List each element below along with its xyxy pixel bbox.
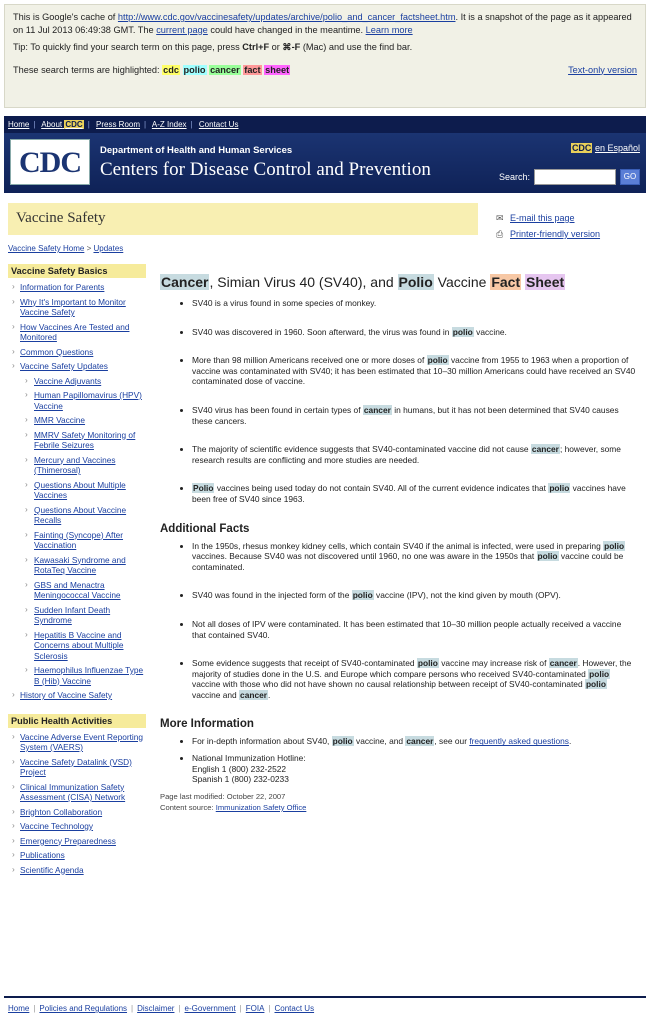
footer-link[interactable]: e-Government [184, 1004, 236, 1013]
sidebar-item[interactable] [8, 414, 146, 429]
text-only-link[interactable]: Text-only version [568, 64, 637, 75]
footer-link[interactable]: Disclaimer [137, 1004, 175, 1013]
list-item: • More than 98 million Americans received one or more doses of polio vaccine from 1955 to 1963 when a proportion of vaccine was contaminated with SV40; it has been estimated that 10–30 million Americans could have received an SV40 contaminated dose of vaccine. [192, 355, 636, 387]
sidebar-item[interactable] [8, 864, 146, 879]
sidebar-item[interactable] [8, 820, 146, 835]
sidebar-item[interactable] [8, 375, 146, 390]
printer-icon: ⎙ [496, 229, 504, 239]
list-item: • In the 1950s, rhesus monkey kidney cells, which contain SV40 if the animal is infected, were used in preparing polio vaccines. Because SV40 was not discovered until 1960, no one was aware in the 1950s that polio vaccine could be contaminated. [192, 541, 636, 573]
breadcrumb-current[interactable]: Updates [93, 244, 124, 253]
sidebar-item-link[interactable]: Information for Parents [20, 282, 105, 292]
current-page-link[interactable]: current page [156, 24, 208, 35]
sidebar-item-link[interactable]: Clinical Immunization Safety Assessment (CISA) Network [20, 781, 126, 802]
term-cdc: cdc [163, 64, 179, 75]
tip-key-cmd-f: ⌘-F [282, 42, 301, 52]
list-item: • SV40 was found in the injected form of the polio vaccine (IPV), not the kind given by mouth (OPV). [192, 590, 636, 601]
sidebar-item[interactable] [8, 781, 146, 806]
sidebar [8, 264, 146, 882]
additional-facts-list [160, 541, 636, 701]
section-title-band [8, 203, 478, 235]
title-sheet: Sheet [526, 274, 565, 290]
tip-or: or [271, 42, 280, 52]
sidebar-item-link[interactable]: Vaccine Technology [20, 821, 94, 831]
list-item: • Polio vaccines being used today do not contain SV40. All of the current evidence indicates that polio vaccines have been free of SV40 since 1963. [192, 483, 636, 504]
sidebar-item-link[interactable]: Questions About Vaccine Recalls [34, 504, 127, 525]
list-item: • Not all doses of IPV were contaminated. It has been estimated that 10–30 million people actually received a vaccine that contained SV40. [192, 619, 636, 640]
footer-link[interactable]: Policies and Regulations [39, 1004, 128, 1013]
sidebar-basics-title: Vaccine Safety Basics [8, 264, 146, 278]
footer-link[interactable]: Home [8, 1004, 30, 1013]
sidebar-item[interactable] [8, 389, 146, 414]
nav-az-index[interactable]: A-Z Index [151, 120, 187, 129]
sidebar-item-link[interactable]: Brighton Collaboration [20, 806, 103, 817]
page-title: Vaccine Safety [16, 210, 106, 226]
content-source-label: Content source: [160, 802, 214, 812]
site-header [4, 133, 646, 193]
sidebar-item[interactable] [8, 849, 146, 864]
search-input[interactable] [534, 169, 616, 185]
cdc-logo[interactable]: CDC [10, 139, 90, 185]
top-nav: Home | About CDC | Press Room | A-Z Index | Contact Us [4, 116, 646, 133]
more-information-heading: More Information [160, 718, 254, 731]
term-fact: fact [244, 64, 261, 75]
search-go-button[interactable]: GO [620, 169, 640, 185]
print-page-link[interactable]: Printer-friendly version [510, 229, 601, 239]
search-row [499, 169, 640, 185]
department-name: Department of Health and Human Services [100, 145, 293, 156]
nav-press-room[interactable]: Press Room [96, 120, 141, 129]
page-tools [496, 210, 600, 242]
sidebar-item-link[interactable]: GBS and Menactra Meningococcal Vaccine [34, 579, 121, 600]
breadcrumb [8, 244, 123, 253]
sidebar-item-link[interactable]: Mercury and Vaccines (Thimerosal) [34, 454, 116, 475]
sidebar-item[interactable] [8, 454, 146, 479]
email-icon: ✉ [496, 213, 504, 223]
list-item: • The majority of scientific evidence suggests that SV40-contaminated vaccine did not cause cancer; however, some research results are conflicting and more studies are needed. [192, 444, 636, 465]
sidebar-item-link[interactable]: Scientific Agenda [20, 864, 84, 875]
sidebar-item-link[interactable]: Vaccine Adjuvants [34, 375, 102, 386]
sidebar-item[interactable] [8, 504, 146, 529]
site-footer: Home | Policies and Regulations | Disclaimer | e-Government | FOIA | Contact Us [4, 996, 646, 1020]
highlighted-terms-row [13, 64, 637, 77]
nav-about[interactable] [41, 120, 83, 129]
sidebar-item[interactable] [8, 281, 146, 296]
tip-key-ctrl-f: Ctrl+F [242, 42, 270, 52]
learn-more-link[interactable]: Learn more [365, 24, 413, 35]
sidebar-item-link[interactable]: Hepatitis B Vaccine and Concerns about Multiple Sclerosis [34, 629, 124, 661]
nav-contact[interactable]: Contact Us [198, 120, 239, 129]
sidebar-public-title: Public Health Activities [8, 714, 146, 728]
additional-facts-heading: Additional Facts [160, 522, 250, 535]
sidebar-item[interactable] [8, 346, 146, 361]
sidebar-item-link[interactable]: Emergency Preparedness [20, 835, 116, 846]
nav-home[interactable]: Home [8, 120, 30, 129]
last-modified: Page last modified: October 22, 2007 [160, 791, 286, 801]
sidebar-item[interactable] [8, 756, 146, 781]
sidebar-item-link[interactable]: Vaccine Safety Updates [20, 361, 108, 371]
list-item: • National Immunization Hotline: English 1 (800) 232-2522 Spanish 1 (800) 232-0233 [192, 753, 636, 785]
sidebar-item[interactable] [8, 731, 146, 756]
sidebar-item-link[interactable]: Vaccine Safety Datalink (VSD) Project [20, 756, 132, 777]
sidebar-item[interactable] [8, 629, 146, 665]
title-vaccine: Vaccine [437, 274, 487, 290]
sidebar-item-link[interactable]: Haemophilus Influenzae Type B (Hib) Vaccine [34, 665, 144, 686]
sidebar-item-link[interactable]: Why It's Important to Monitor Vaccine Safety [20, 296, 126, 317]
sidebar-item[interactable] [8, 554, 146, 579]
agency-name: Centers for Disease Control and Prevention [100, 159, 431, 180]
sidebar-item-link[interactable]: MMRV Safety Monitoring of Febrile Seizures [34, 429, 136, 450]
main-content [160, 274, 636, 813]
list-item: • SV40 virus has been found in certain types of cancer in humans, but it has not been determined that SV40 causes these cancers. [192, 405, 636, 426]
cached-url-link[interactable]: http://www.cdc.gov/vaccinesafety/updates/archive/polio_and_cancer_factsheet.htm [117, 12, 456, 22]
nav-about-badge: CDC [65, 120, 83, 129]
find-tip [13, 41, 637, 54]
sidebar-item[interactable] [8, 604, 146, 629]
sidebar-item[interactable] [8, 579, 146, 604]
list-item: • Some evidence suggests that receipt of SV40-contaminated polio vaccine may increase risk of cancer. However, the majority of studies done in the U.S. and Europe which compare persons who received SV40-contaminated polio vaccine with those who did not have shown no causal relationship between receipt of SV40-contaminated polio vaccine and cancer. [192, 658, 636, 700]
title-mid: , Simian Virus 40 (SV40), and [209, 274, 394, 290]
email-page-link[interactable]: E-mail this page [510, 213, 575, 223]
sidebar-item-link[interactable]: Human Papillomavirus (HPV) Vaccine [34, 390, 142, 411]
tip-suffix: (Mac) and use the find bar. [302, 42, 413, 52]
tip-prefix: Tip: To quickly find your search term on this page, press [13, 42, 240, 52]
sidebar-item-link[interactable]: Kawasaki Syndrome and RotaTeq Vaccine [34, 554, 126, 575]
nav-about-label: About [41, 120, 63, 129]
sidebar-item[interactable] [8, 664, 146, 689]
espanol-link-wrap [571, 143, 640, 153]
list-item: • SV40 was discovered in 1960. Soon afterward, the virus was found in polio vaccine. [192, 327, 636, 338]
title-polio: Polio [398, 274, 433, 290]
sidebar-item-link[interactable]: MMR Vaccine [34, 415, 86, 425]
search-label: Search: [498, 172, 530, 182]
footer-link[interactable]: FOIA [245, 1004, 265, 1013]
sidebar-item[interactable] [8, 429, 146, 454]
sidebar-public-list [8, 728, 146, 883]
sidebar-item[interactable] [8, 689, 146, 704]
sidebar-item[interactable] [8, 296, 146, 321]
content-source-link[interactable]: Immunization Safety Office [215, 802, 307, 812]
espanol-badge: CDC [571, 143, 592, 153]
term-polio: polio [183, 64, 206, 75]
term-cancer: cancer [210, 64, 240, 75]
footer-link[interactable]: Contact Us [274, 1004, 315, 1013]
list-item: • For in-depth information about SV40, polio vaccine, and cancer, see our frequently asked questions. [192, 736, 636, 747]
more-info-list [160, 736, 636, 784]
sidebar-item-link[interactable]: History of Vaccine Safety [20, 690, 113, 700]
sidebar-item-link[interactable]: How Vaccines Are Tested and Monitored [20, 321, 130, 342]
title-fact: Fact [491, 274, 521, 290]
sidebar-item[interactable] [8, 529, 146, 554]
breadcrumb-home[interactable]: Vaccine Safety Home [8, 244, 85, 253]
sidebar-item-link[interactable]: Vaccine Adverse Event Reporting System (VAERS) [20, 731, 143, 752]
sidebar-item[interactable] [8, 360, 146, 375]
sidebar-item[interactable] [8, 479, 146, 504]
fact-list [160, 298, 636, 505]
sidebar-item-link[interactable]: Questions About Multiple Vaccines [34, 479, 126, 500]
page-footnote [160, 791, 636, 813]
sidebar-item-link[interactable]: Common Questions [20, 346, 94, 357]
sidebar-item[interactable] [8, 321, 146, 346]
sidebar-item-link[interactable]: Sudden Infant Death Syndrome [34, 604, 111, 625]
article-title [160, 274, 636, 290]
faq-link[interactable]: frequently asked questions [469, 736, 569, 747]
term-sheet: sheet [265, 64, 290, 75]
sidebar-item[interactable] [8, 806, 146, 821]
cache-changed-text: could have changed in the meantime. [210, 24, 364, 35]
cache-snapshot-text: . It is a snapshot of the page as it appeared on 11 Jul 2013 06:49:38 GMT. The [13, 12, 632, 35]
cache-intro: This is Google's cache of [13, 12, 116, 22]
sidebar-item-link[interactable]: Fainting (Syncope) After Vaccination [34, 529, 124, 550]
espanol-link[interactable]: en Español [594, 143, 640, 153]
sidebar-basics-list [8, 278, 146, 708]
sidebar-item-link[interactable]: Publications [20, 850, 65, 860]
highlight-label: These search terms are highlighted: [13, 64, 160, 75]
title-cancer: Cancer [161, 274, 209, 290]
breadcrumb-separator: > [86, 244, 92, 253]
sidebar-item[interactable] [8, 835, 146, 850]
list-item: • SV40 is a virus found in some species of monkey. [192, 298, 636, 309]
cache-banner [4, 4, 646, 108]
